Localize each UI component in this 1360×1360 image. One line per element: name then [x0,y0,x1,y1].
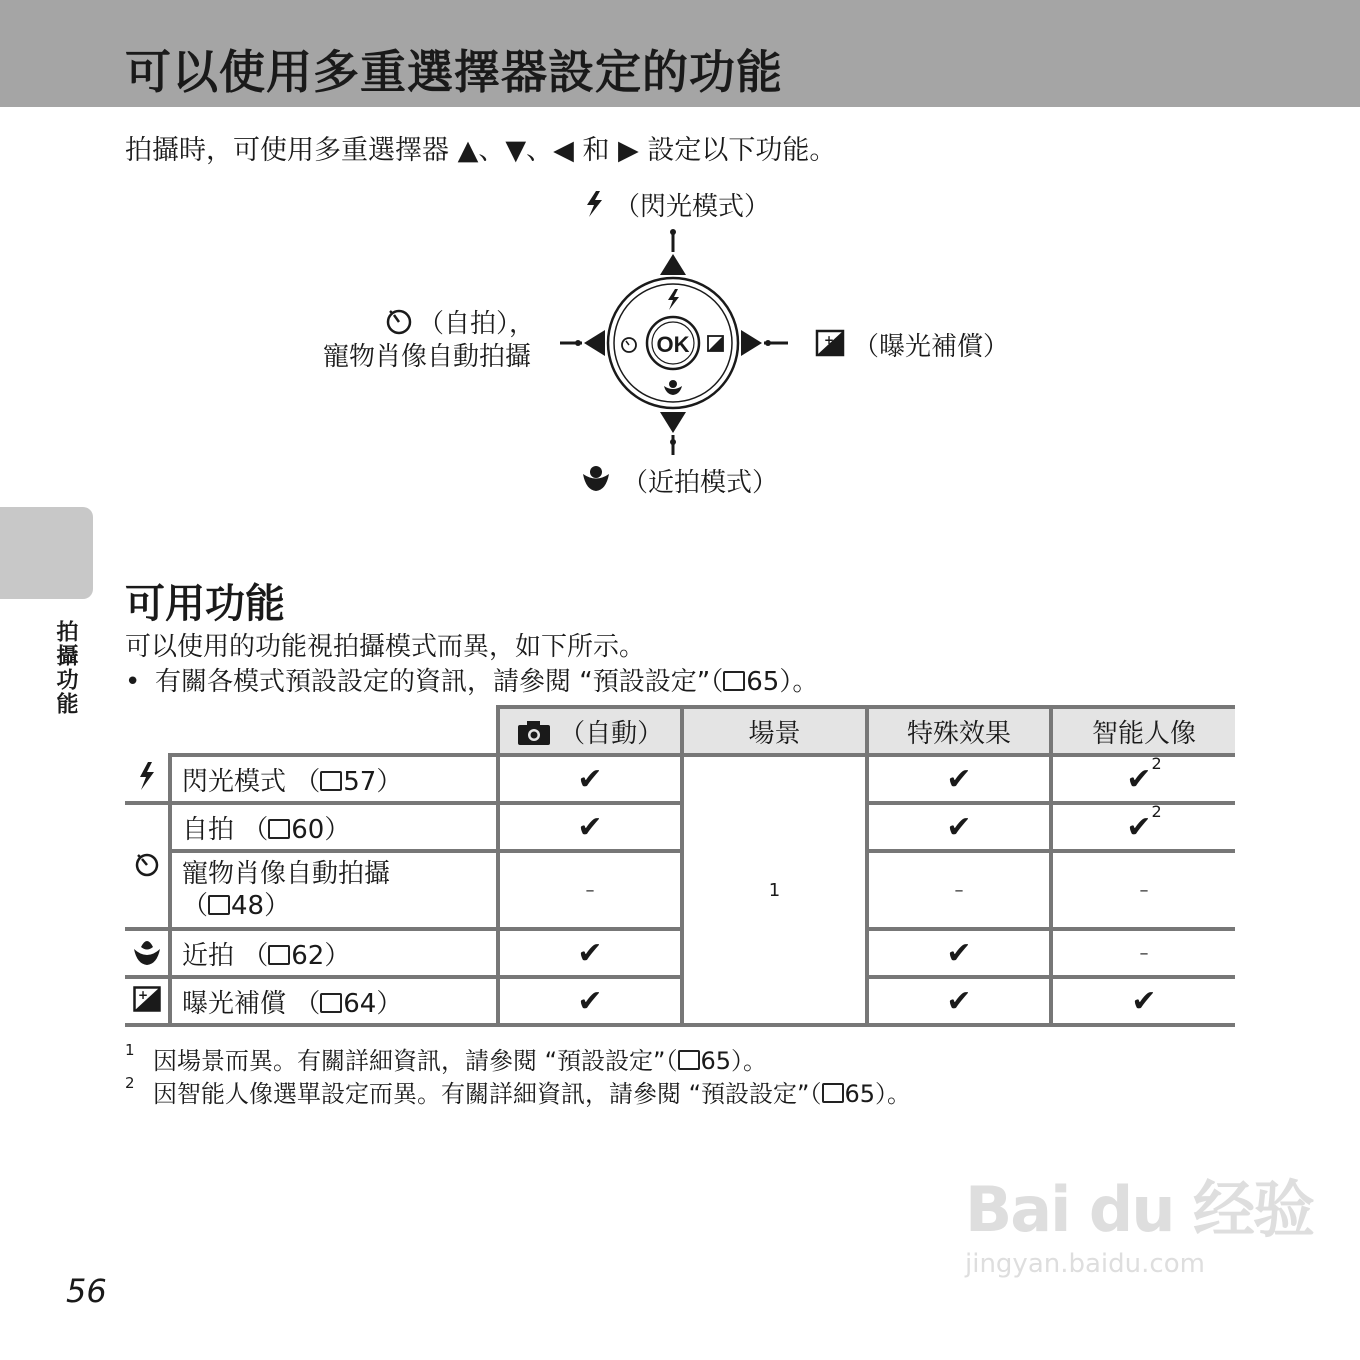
table-row: 閃光模式 （ 57） ✔ 1 ✔ ✔2 [125,755,1235,803]
exposure-comp-icon [125,977,170,1025]
section-bullet: • 有關各模式預設設定的資訊，請參閱 “預設設定”（ 65）。 [125,667,819,697]
header-smart-portrait: 智能人像 [1051,707,1235,755]
watermark-logo: Bai du 经验 [965,1173,1314,1246]
svg-text:+: + [824,333,835,347]
book-icon [268,819,290,839]
scene-cell: 1 [682,755,867,1025]
footnote-1: 1 因場景而異。有關詳細資訊，請參閱 “預設設定”（ 65）。 [125,1041,768,1075]
camera-icon [517,720,551,746]
table-row: + 曝光補償 （ 64） ✔ ✔ ✔ [125,977,1235,1025]
side-tab [0,507,93,599]
flash-label-icon [587,191,602,217]
book-icon [678,1050,700,1070]
exposure-label-icon [817,331,843,355]
page-title: 可以使用多重選擇器設定的功能 [125,45,783,99]
intro-text: 拍攝時，可使用多重選擇器 ▲、▼、◀ 和 ▶ 設定以下功能。 [125,135,837,166]
flash-icon [125,755,170,803]
book-icon [268,945,290,965]
table-row: 寵物肖像自動拍攝 （ 48） – – – [125,851,1235,929]
down-arrow-icon [660,412,686,433]
pet-portrait-label: 寵物肖像自動拍攝 [323,342,532,372]
footnote-2: 2 因智能人像選單設定而異。有關詳細資訊，請參閱 “預設設定”（ 65）。 [125,1074,912,1108]
exposure-comp-label: （曝光補償） [853,332,1010,362]
book-icon [320,993,342,1013]
feature-table [125,705,1235,1027]
exposure-comp-icon [708,336,723,351]
ok-button-label: OK [656,332,690,357]
book-icon [208,895,230,915]
book-icon [320,771,342,791]
macro-mode-label: （近拍模式） [622,468,779,498]
up-arrow-icon [660,254,686,275]
watermark [965,1160,1313,1279]
watermark-url: jingyan.baidu.com [965,1249,1205,1279]
page-number: 56 [66,1272,107,1310]
self-timer-icon [125,803,170,929]
table-row: 近拍 （ 62） ✔ ✔ – [125,929,1235,977]
macro-label-icon [583,466,609,491]
right-arrow-icon [741,330,762,356]
side-tab-text: 拍攝功能 [53,620,78,716]
table-row: 自拍 （ 60） ✔ ✔ ✔2 [125,803,1235,851]
flash-mode-label: （閃光模式） [614,192,771,222]
header-scene: 場景 [682,707,867,755]
section-paragraph: 可以使用的功能視拍攝模式而異，如下所示。 [125,632,646,662]
macro-icon [125,929,170,977]
multi-selector-diagram [0,0,1360,520]
header-auto: （自動） [498,707,682,755]
section-title: 可用功能 [125,581,285,627]
self-timer-label-icon [388,311,410,333]
left-arrow-icon [584,330,605,356]
book-icon [723,671,745,691]
header-special-effects: 特殊效果 [867,707,1051,755]
svg-text:+: + [137,988,148,1002]
self-timer-label: （自拍）， [418,309,536,339]
book-icon [822,1083,844,1103]
